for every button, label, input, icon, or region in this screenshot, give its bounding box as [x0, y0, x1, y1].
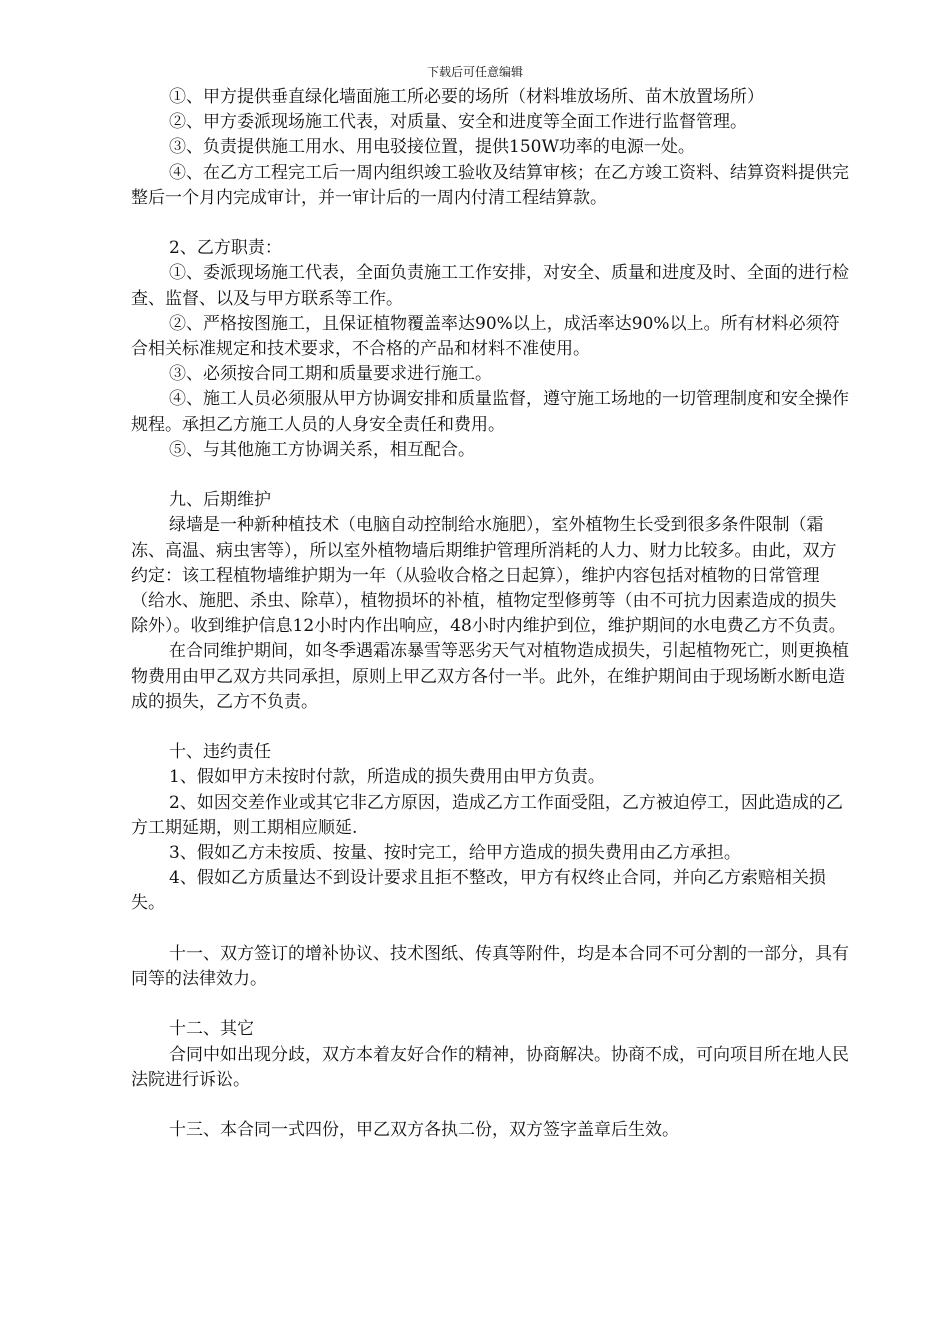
- paragraph-gap: [131, 463, 851, 488]
- paragraph: 十、违约责任: [169, 742, 271, 763]
- paragraph: 绿墙是一种新种植技术（电脑自动控制给水施肥），室外植物生长受到很多条件限制（霜冻、高温、病虫害等），所以室外植物墙后期维护管理所消耗的人力、财力比较多。由此，双方约定：该工程植物墙维护期为一年（从验收合格之日起算），维护内容包括对植物的日常管理（给水、施肥、杀虫、除草），植物损坏的补植，植物定型修剪等（由不可抗力因素造成的损失除外）。收到维护信息12小时内作出响应，48小时内维护到位，维护期间的水电费乙方不负责。: [131, 515, 846, 637]
- paragraph-gap: [131, 917, 851, 942]
- paragraph: ③、负责提供施工用水、用电驳接位置，提供150W功率的电源一处。: [169, 137, 695, 158]
- paragraph: ④、在乙方工程完工后一周内组织竣工验收及结算审核；在乙方竣工资料、结算资料提供完整后一个月内完成审计，并一审计后的一周内付清工程结算款。: [131, 162, 849, 208]
- paragraph: 十三、本合同一式四份，甲乙双方各执二份，双方签字盖章后生效。: [169, 1120, 679, 1141]
- paragraph: ②、甲方委派现场施工代表，对质量、安全和进度等全面工作进行监督管理。: [169, 112, 747, 133]
- page-header: 下载后可任意编辑: [426, 65, 523, 79]
- paragraph-gap: [131, 1093, 851, 1118]
- paragraph: 十二、其它: [169, 1019, 254, 1040]
- paragraph: 4、假如乙方质量达不到设计要求且拒不整改，甲方有权终止合同，并向乙方索赔相关损失。: [131, 868, 826, 914]
- paragraph: 2、乙方职责：: [169, 238, 282, 259]
- document-body: [131, 85, 851, 1143]
- paragraph: 合同中如出现分歧，双方本着友好合作的精神，协商解决。协商不成，可向项目所在地人民法院进行诉讼。: [131, 1044, 849, 1090]
- paragraph: ②、严格按图施工，且保证植物覆盖率达90%以上，成活率达90%以上。所有材料必须符合相关标准规定和技术要求，不合格的产品和材料不准使用。: [131, 313, 840, 360]
- paragraph: ③、必须按合同工期和质量要求进行施工。: [169, 364, 492, 385]
- paragraph: 3、假如乙方未按质、按量、按时完工，给甲方造成的损失费用由乙方承担。: [169, 843, 741, 864]
- paragraph-gap: [131, 715, 851, 740]
- paragraph: ⑤、与其他施工方协调关系，相互配合。: [169, 439, 475, 460]
- paragraph: 1、假如甲方未按时付款，所造成的损失费用由甲方负责。: [169, 767, 605, 788]
- paragraph: ④、施工人员必须服从甲方协调安排和质量监督，遵守施工场地的一切管理制度和安全操作规程。承担乙方施工人员的人身安全责任和费用。: [131, 389, 849, 435]
- paragraph: 十一、双方签订的增补协议、技术图纸、传真等附件，均是本合同不可分割的一部分，具有同等的法律效力。: [131, 943, 849, 990]
- paragraph: ①、委派现场施工代表，全面负责施工工作安排，对安全、质量和进度及时、全面的进行检查、监督、以及与甲方联系等工作。: [131, 263, 849, 309]
- paragraph: 2、如因交差作业或其它非乙方原因，造成乙方工作面受阻，乙方被迫停工，因此造成的乙方工期延期，则工期相应顺延.: [131, 792, 843, 838]
- paragraph: ①、甲方提供垂直绿化墙面施工所必要的场所（材料堆放场所、苗木放置场所）: [169, 87, 764, 107]
- paragraph-gap: [131, 992, 851, 1017]
- paragraph: 在合同维护期间，如冬季遇霜冻暴雪等恶劣天气对植物造成损失，引起植物死亡，则更换植物费用由甲乙双方共同承担，原则上甲乙双方各付一半。此外，在维护期间由于现场断水断电造成的损失，乙方不负责。: [131, 641, 849, 712]
- paragraph: 九、后期维护: [169, 490, 271, 511]
- paragraph-gap: [131, 211, 851, 236]
